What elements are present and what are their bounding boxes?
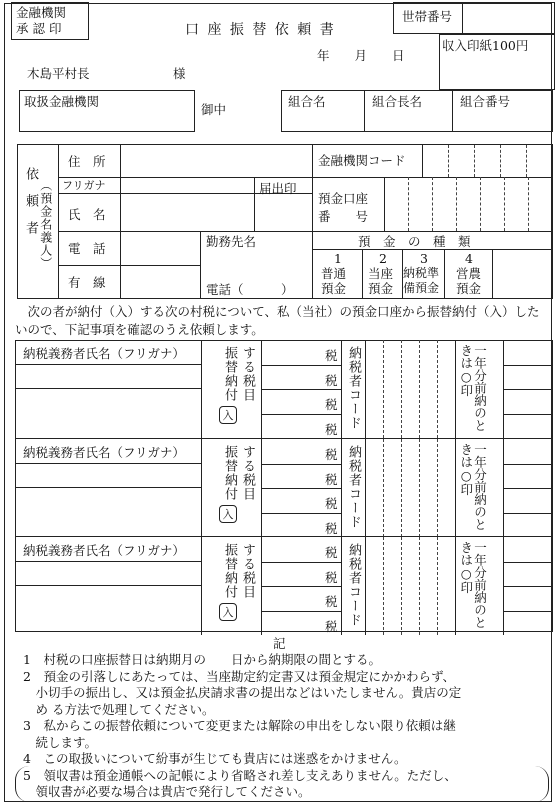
type2-l1: 当座	[368, 266, 394, 281]
zei-label: 税	[325, 594, 338, 609]
ki-label: 記	[273, 636, 286, 651]
addressee-sama: 様	[173, 66, 186, 81]
type2-l2: 預金	[368, 281, 394, 296]
tax-col-a: 振替納付	[221, 445, 237, 501]
zei-label: 税	[325, 471, 338, 487]
type4-l1: 営農	[456, 266, 482, 281]
taxpayer-code-label: 納税者コード	[345, 445, 361, 529]
bank-approval-stamp-box	[11, 2, 89, 40]
zei-label: 税	[325, 397, 338, 412]
union-number-label: 組合番号	[460, 94, 511, 109]
bank-name-box	[19, 90, 195, 132]
type3-num: 3	[420, 251, 428, 266]
form-page	[4, 3, 552, 802]
note-line: 4 この取扱いについて紛事が生じても貴店には迷惑をかけません。	[23, 751, 407, 766]
note-line: 続します。	[23, 734, 98, 750]
taxpayer-block	[15, 340, 553, 438]
bank-stamp-line2: 承 認 印	[16, 21, 62, 36]
note-line: 3 私からこの振替依頼について変更または解除の申出をしない限り依頼は継	[23, 718, 456, 733]
employer-label: 勤務先名	[206, 234, 257, 249]
tax-col-c: する税目	[239, 445, 255, 501]
zei-label: 税	[325, 421, 338, 437]
cable-label: 有 線	[68, 275, 106, 290]
employer-phone-label: 電話（ ）	[206, 282, 294, 297]
tax-col-b: 入	[219, 603, 237, 621]
requester-side-sub: （預金名義人）	[38, 179, 53, 270]
zei-label: 税	[325, 372, 338, 388]
zei-label: 税	[325, 520, 338, 536]
union-head-label: 組合長名	[372, 94, 423, 109]
intro-text: 次の者が納付（入）する次の村税について、私（当社）の預金口座から振替納付（入）したいので、下記事項を確認のうえ依頼します。	[15, 304, 540, 338]
one-year-label: 一年分前納のときは○印	[458, 443, 488, 531]
taxpayer-name-label: 納税義務者氏名（フリガナ）	[23, 543, 185, 558]
type1-l1: 普通	[321, 266, 347, 281]
note-line: め る方法で処理してください。	[23, 701, 215, 717]
seal-label: 届出印	[259, 181, 297, 196]
one-year-label: 一年分前納のときは○印	[458, 344, 488, 432]
tax-col-b: 入	[219, 505, 237, 523]
note-line: 1 村税の口座振替日は納期月の 日から納期限の間とする。	[23, 652, 381, 667]
account-number-label-2: 番 号	[318, 209, 369, 224]
note-line: 小切手の振出し、又は預金払戻請求書の提出などはいたしません。貴店の定	[23, 685, 462, 700]
tax-col-c: する税目	[239, 543, 255, 599]
taxpayer-block	[15, 438, 553, 536]
household-number-label: 世帯番号	[402, 9, 453, 24]
addressee: 木島平村長	[27, 66, 90, 81]
tax-col-b: 入	[219, 406, 237, 424]
type2-num: 2	[379, 251, 387, 266]
taxpayer-code-label: 納税者コード	[345, 346, 361, 430]
taxpayer-block	[15, 536, 553, 634]
zei-label: 税	[325, 618, 338, 634]
taxpayer-name-label: 納税義務者氏名（フリガナ）	[23, 445, 185, 460]
requester-section	[17, 144, 553, 299]
type4-l2: 預金	[456, 281, 482, 296]
taxpayer-name-label: 納税義務者氏名（フリガナ）	[23, 346, 185, 361]
taxpayer-code-label: 納税者コード	[345, 543, 361, 627]
type3-l2: 備預金	[403, 281, 440, 295]
type4-num: 4	[465, 251, 473, 266]
form-title: 口 座 振 替 依 頼 書	[185, 22, 336, 38]
type3-l1: 納税準	[403, 266, 440, 280]
furigana-label: フリガナ	[62, 179, 106, 192]
union-name-label: 組合名	[288, 94, 326, 109]
type1-l2: 預金	[321, 281, 347, 296]
date-label: 年 月 日	[317, 48, 405, 63]
zei-label: 税	[325, 569, 338, 585]
zei-label: 税	[325, 348, 338, 363]
note-line: 2 預金の引落しにあたっては、当座勘定約定書又は預金規定にかかわらず、	[23, 668, 455, 684]
note5-bracket	[15, 766, 549, 802]
type1-num: 1	[334, 251, 342, 266]
name-label: 氏 名	[68, 207, 106, 222]
revenue-stamp-box	[439, 34, 555, 90]
account-number-label-1: 預金口座	[318, 191, 369, 206]
revenue-stamp-label: 収入印紙100円	[442, 38, 529, 53]
deposit-type-label: 預 金 の 種 類	[358, 234, 471, 249]
bank-code-label: 金融機関コード	[318, 153, 406, 168]
union-box	[281, 90, 553, 132]
phone-label: 電 話	[68, 241, 106, 256]
tax-col-c: する税目	[239, 346, 255, 402]
one-year-label: 一年分前納のときは○印	[458, 541, 488, 629]
note-line: 領収書が必要な場合は貴店で発行してください。	[23, 784, 311, 799]
zei-label: 税	[325, 447, 338, 462]
bank-stamp-line1: 金融機関	[16, 5, 67, 20]
zei-label: 税	[325, 545, 338, 560]
address-label: 住 所	[68, 154, 106, 169]
tax-col-a: 振替納付	[221, 543, 237, 599]
household-number-box	[393, 2, 555, 34]
note-line: 5 領収書は預金通帳への記帳により省略され差し支えありません。ただし、	[23, 767, 457, 783]
tax-col-a: 振替納付	[221, 346, 237, 402]
onchu-label: 御中	[201, 102, 227, 117]
zei-label: 税	[325, 496, 338, 511]
bank-name-label: 取扱金融機関	[24, 94, 100, 109]
requester-side-label: 依頼者	[22, 167, 38, 248]
